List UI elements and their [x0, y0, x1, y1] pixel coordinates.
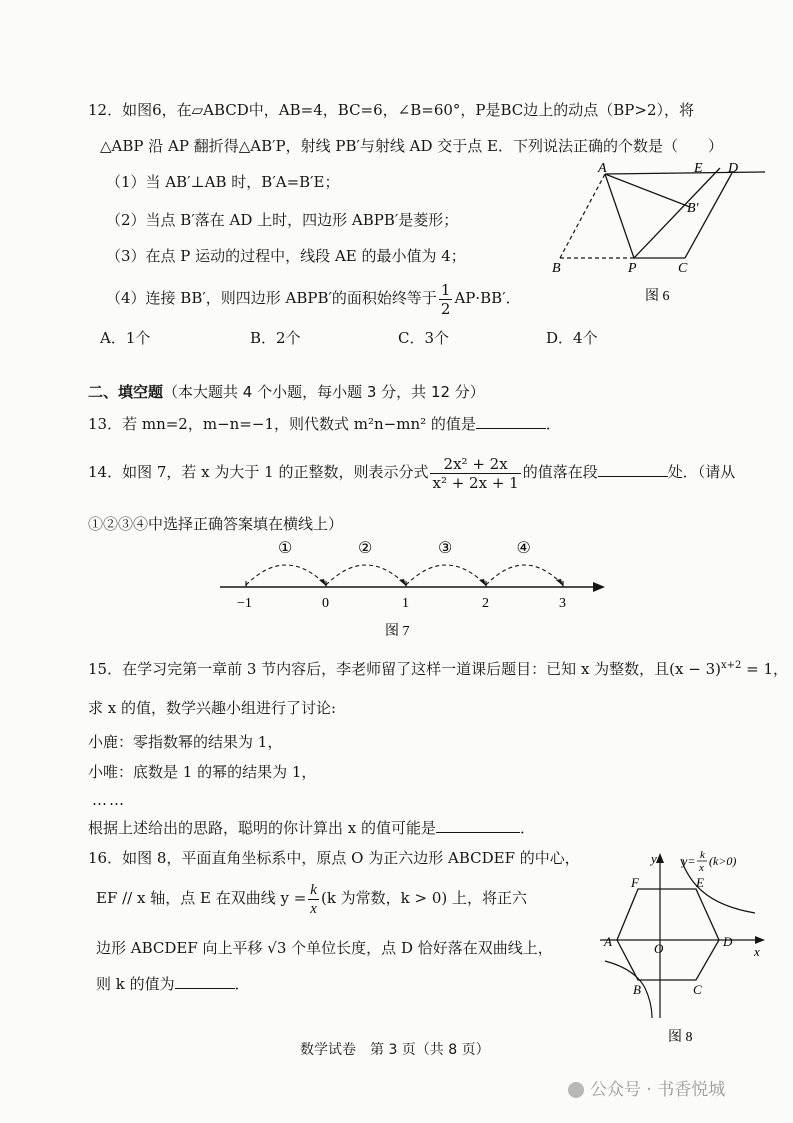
q12-option-b: B．2个 [250, 329, 301, 347]
q15-answer-blank[interactable] [436, 818, 520, 833]
watermark: 公众号 · 书香悦城 [568, 1080, 725, 1100]
figure-6-caption: 图 6 [645, 289, 670, 304]
q15-line1: 15．在学习完第一章前 3 节内容后，李老师留了这样一道课后题目：已知 x 为整数，且$(x - 3)^{x+2} = 1$， [88, 660, 789, 678]
q16-line2: EF // x 轴，点 E 在双曲线 y = $\frac{k}{x}$ (k 为常数，k > 0) 上，将正六 [96, 881, 528, 917]
arc-arrowhead-icon [479, 579, 486, 586]
tick-label: 0 [322, 596, 329, 611]
label-d: D [728, 161, 739, 176]
figure-7-caption: 图 7 [385, 624, 410, 639]
q12-statement-4: （4）连接 BB′，则四边形 ABPB′的面积始终等于 $\frac{1}{2}$ AP·BB′． [106, 280, 521, 318]
q12-option-d: D．4个 [546, 329, 598, 347]
label-o: O [654, 941, 664, 956]
segment-label: ② [358, 540, 373, 557]
q15-line5: …… [92, 791, 126, 809]
segment-ab-dashed [560, 174, 605, 258]
arrow-icon [593, 582, 605, 592]
label-x: x [754, 944, 760, 959]
curve-label-num: k [700, 849, 705, 861]
q15-line6: 根据上述给出的思路，聪明的你计算出 x 的值可能是 ． [88, 819, 536, 837]
q15-line4: 小唯：底数是 1 的幂的结果为 1， [88, 763, 317, 781]
segment-ap [605, 174, 634, 258]
segment-label: ① [278, 540, 293, 557]
q16-line3: 边形 ABCDEF 向上平移 √3 个单位长度，点 D 恰好落在双曲线上， [96, 939, 553, 957]
tick-label: −1 [237, 596, 252, 611]
q12-statement-2: （2）当点 B′落在 AD 上时，四边形 ABPB′是菱形； [106, 211, 459, 229]
label-e: E [696, 875, 704, 890]
curve-label: y= [682, 854, 696, 868]
tick-label: 2 [482, 596, 489, 611]
label-b: B [633, 982, 641, 997]
curve-label-den: x [699, 862, 704, 874]
hexagon-abcdef [617, 889, 719, 980]
q15-line3: 小鹿：零指数幂的结果为 1， [88, 733, 283, 751]
q12-stem-line2: △ABP 沿 AP 翻折得△AB′P，射线 PB′与射线 AD 交于点 E．下列说法正确的个数是（ ） [100, 137, 724, 155]
segment-label: ③ [438, 540, 453, 557]
q12-fraction: $\frac{1}{2}$ [440, 280, 451, 318]
arc-arrowhead-icon [556, 579, 563, 586]
q14-line1: 14．如图 7，若 x 为大于 1 的正整数，则表示分式 $\frac{\text{2x² + 2x}}{\text{x² + 2x + 1}}$ 的值落在段 处．（请从 [88, 454, 736, 492]
figure-8-caption: 图 8 [668, 1030, 693, 1045]
q14-line2: ①②③④中选择正确答案填在横线上） [88, 515, 344, 533]
q12-option-c: C．3个 [398, 329, 450, 347]
section-2-heading: 二、填空题（本大题共 4 个小题，每小题 3 分，共 12 分） [88, 383, 485, 401]
q12-number: 12． [88, 101, 123, 119]
label-d: D [723, 934, 733, 949]
label-f: F [631, 875, 639, 890]
segment-arc [246, 565, 326, 585]
q16-fraction: $\frac{k}{x}$ [310, 881, 317, 917]
arc-arrowhead-icon [399, 579, 406, 586]
arc-arrowhead-icon [319, 579, 326, 586]
q15-line2: 求 x 的值，数学兴趣小组进行了讨论: [88, 699, 337, 717]
q12-statement-3: （3）在点 P 运动的过程中，线段 AE 的最小值为 4； [106, 247, 466, 265]
curve-label-condition: (k>0) [709, 854, 737, 868]
tick-label: 1 [402, 596, 409, 611]
q14-answer-blank[interactable] [598, 462, 668, 477]
q14-fraction: $\frac{\text{2x² + 2x}}{\text{x² + 2x + 1}}$ [432, 454, 519, 492]
segment-arc [486, 565, 563, 585]
q16-line1: 16．如图 8，平面直角坐标系中，原点 O 为正六边形 ABCDEF 的中心， [88, 849, 580, 867]
figure-7 [210, 535, 610, 640]
segment-arc [326, 565, 406, 585]
label-c: C [693, 982, 702, 997]
label-b: B [552, 261, 561, 276]
q13: 13．若 mn=2，m−n=−1，则代数式 m²n−mn² 的值是 ． [88, 415, 561, 433]
segment-ab-prime [605, 174, 690, 207]
q12-option-a: A．1个 [100, 329, 151, 347]
label-y: y [651, 851, 657, 866]
line-ad-ray [605, 172, 765, 174]
q12-stem-line1: 12．如图6，在▱ABCD中，AB=4，BC=6，∠B=60°，P是BC边上的动点（BP>2），将 [88, 101, 695, 119]
tick-label: 3 [559, 596, 566, 611]
q13-answer-blank[interactable] [476, 414, 546, 429]
y-axis-arrow-icon [656, 853, 664, 863]
q16-answer-blank[interactable] [175, 974, 235, 989]
hyperbola-lower-branch [605, 961, 652, 1018]
segment-label: ④ [516, 540, 531, 557]
label-e: E [694, 161, 703, 176]
segment-arc [406, 565, 486, 585]
x-axis-arrow-icon [755, 936, 765, 944]
label-p: P [628, 261, 637, 276]
q12-statement-1: （1）当 AB′⊥AB 时，B′A=B′E； [106, 173, 340, 191]
ray-pb-prime [634, 168, 720, 258]
label-a: A [604, 934, 612, 949]
q16-line4: 则 k 的值为 ． [96, 975, 250, 993]
figure-8 [590, 843, 770, 1048]
wechat-icon [568, 1082, 584, 1098]
page-footer: 数学试卷 第 3 页（共 8 页） [300, 1042, 490, 1058]
label-c: C [678, 261, 688, 276]
label-b-prime: B′ [687, 201, 699, 216]
label-a: A [598, 161, 607, 176]
figure-6 [540, 160, 770, 310]
